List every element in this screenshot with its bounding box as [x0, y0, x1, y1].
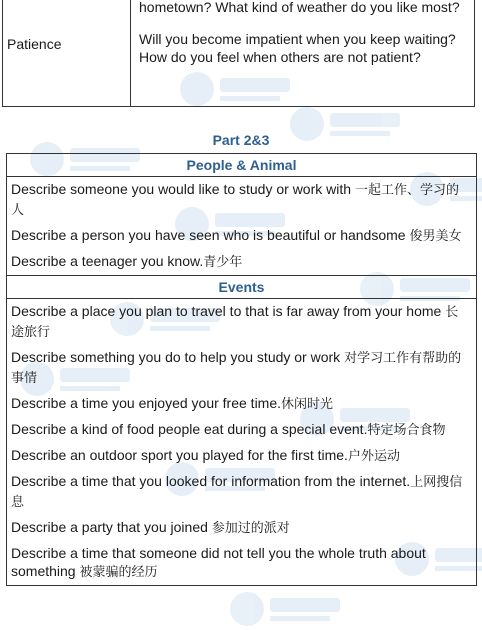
- topic-row: Describe a time that someone did not tell you the whole truth about something 被蒙骗的经历: [11, 545, 426, 580]
- topic-row: Describe an outdoor sport you played for the first time.户外运动: [11, 447, 400, 464]
- topic-row: Describe something you do to help you study or work 对学习工作有帮助的事情: [11, 349, 462, 386]
- question-text: hometown? What kind of weather do you like most?: [139, 0, 460, 15]
- section-header-events: Events: [7, 276, 476, 299]
- patience-table: [2, 0, 475, 107]
- topic-row: Describe someone you would like to study or work with 一起工作、学习的人: [11, 181, 459, 218]
- topics-table: [6, 153, 477, 586]
- question-text: Will you become impatient when you keep waiting? How do you feel when others are not patient?: [139, 31, 456, 65]
- topic-row: Describe a place you plan to travel to that is far away from your home 长途旅行: [11, 303, 459, 340]
- topic-row: Describe a time that you looked for information from the internet.上网搜信息: [11, 473, 463, 510]
- topic-cell: [3, 0, 131, 106]
- part-title: Part 2&3: [212, 132, 270, 148]
- topic-label: Patience: [7, 36, 62, 52]
- topic-row: Describe a party that you joined 参加过的派对: [11, 519, 290, 536]
- topic-row: Describe a teenager you know.青少年: [7, 249, 476, 276]
- section-header-people-animal: People & Animal: [7, 154, 476, 177]
- questions-cell: [139, 0, 469, 66]
- topic-row: Describe a time you enjoyed your free time.休闲时光: [11, 395, 334, 412]
- watermark-logo: [230, 590, 350, 630]
- topic-row: Describe a kind of food people eat during a special event.特定场合食物: [11, 421, 446, 438]
- topic-row: Describe a person you have seen who is beautiful or handsome 俊男美女: [11, 227, 462, 244]
